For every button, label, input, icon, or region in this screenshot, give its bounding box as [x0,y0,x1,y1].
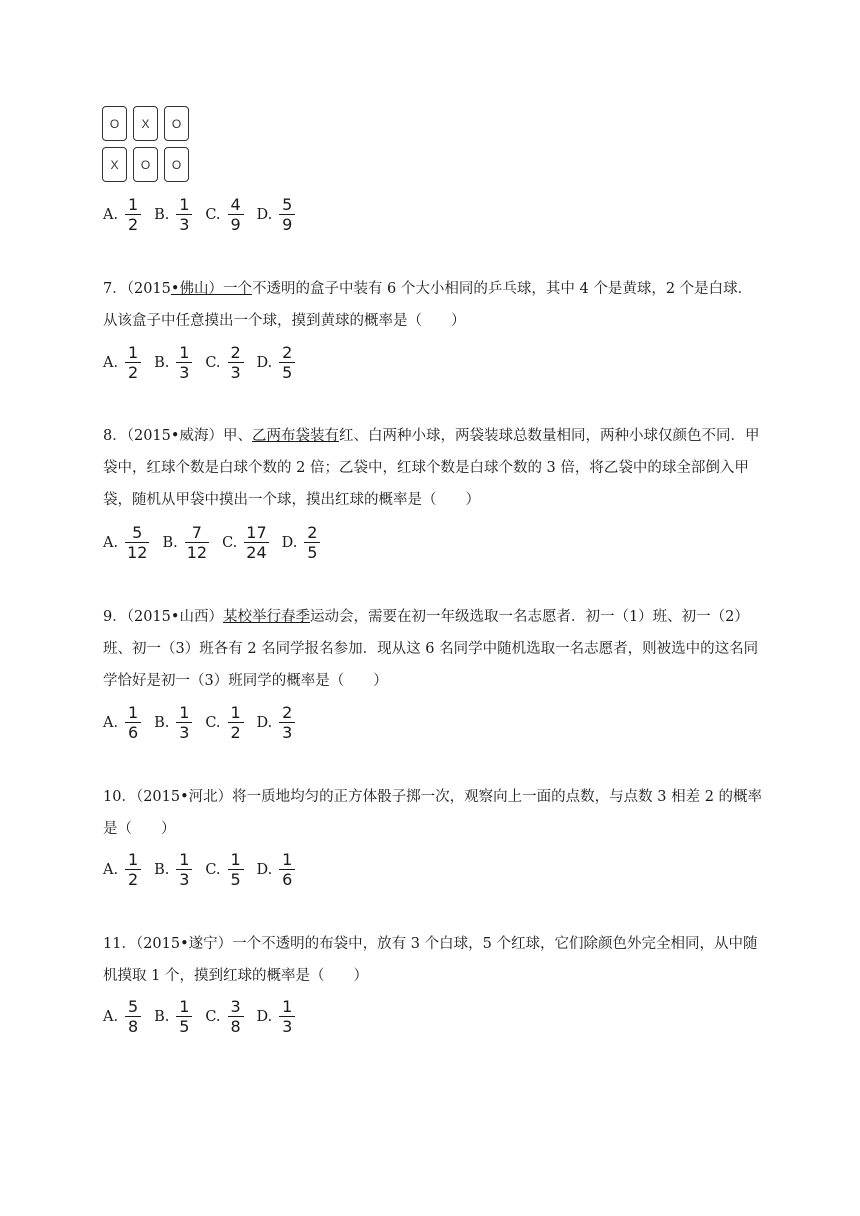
choice-a: A. $\frac{1}{2}$ [103,851,140,888]
card-tile: O [102,106,127,141]
q10-choices [103,851,308,888]
choice-d: D. $\frac{2}{3}$ [257,704,295,741]
q9-choices [103,704,308,741]
choice-d: D. $\frac{2}{5}$ [282,524,320,561]
choice-a: A. $\frac{5}{8}$ [103,998,140,1035]
tile-row-1 [102,106,189,141]
choice-b: B. $\frac{1}{5}$ [154,998,191,1035]
choice-c: C. $\frac{17}{24}$ [222,523,267,562]
choice-a: A. $\frac{1}{6}$ [103,704,140,741]
q6-choices [103,196,308,233]
question-9 [103,601,763,697]
tile-row-2 [102,147,189,182]
question-7 [103,273,763,337]
choice-b: B. $\frac{1}{3}$ [154,196,191,233]
choice-d: D. $\frac{2}{5}$ [257,344,295,381]
q7-choices [103,344,308,381]
question-7-text: 7．（2015•佛山）一个不透明的盒子中装有 6 个大小相同的乒乓球，其中 4 个是黄球，2 个是白球．从该盒子中任意摸出一个球，摸到黄球的概率是（ ） [103,281,753,329]
question-9-text: 9．（2015•山西）某校举行春季运动会，需要在初一年级选取一名志愿者．初一（1）班、初一（2）班、初一（3）班各有 2 名同学报名参加．现从这 6 名同学中随机选取一名志愿者，则被选中的这名同学恰好是初一（3）班同学的概率是（ ） [103,609,759,689]
card-tile: O [133,147,158,182]
question-10-text: 10．（2015•河北）将一质地均匀的正方体骰子掷一次，观察向上一面的点数，与点数 3 相差 2 的概率是（ ） [103,789,763,837]
card-tile: O [164,106,189,141]
choice-b: B. $\frac{1}{3}$ [154,704,191,741]
q8-choices [103,524,333,561]
choice-c: C. $\frac{1}{2}$ [205,704,242,741]
card-tile: X [102,147,127,182]
choice-c: C. $\frac{2}{3}$ [205,344,242,381]
q11-choices [103,998,308,1035]
choice-b: B. $\frac{7}{12}$ [162,523,208,562]
question-8-text: 8．（2015•威海）甲、乙两布袋装有红、白两种小球，两袋装球总数量相同，两种小球仅颜色不同．甲袋中，红球个数是白球个数的 2 倍；乙袋中，红球个数是白球个数的 3 倍，将乙袋中的球全部倒入甲袋，随机从甲袋中摸出一个球，摸出红球的概率是（ ） [103,428,760,508]
card-tile: O [164,147,189,182]
choice-a: A. $\frac{5}{12}$ [103,523,148,562]
choice-c: C. $\frac{3}{8}$ [205,998,242,1035]
card-tile: X [133,106,158,141]
question-10 [103,781,763,845]
choice-b: B. $\frac{1}{3}$ [154,851,191,888]
choice-a: A. $\frac{1}{2}$ [103,196,140,233]
choice-a: A. $\frac{1}{2}$ [103,344,140,381]
question-11-text: 11．（2015•遂宁）一个不透明的布袋中，放有 3 个白球，5 个红球，它们除颜色外完全相同，从中随机摸取 1 个，摸到红球的概率是（ ） [103,936,758,984]
choice-d: D. $\frac{5}{9}$ [257,196,295,233]
choice-c: C. $\frac{1}{5}$ [205,851,242,888]
choice-c: C. $\frac{4}{9}$ [205,196,242,233]
choice-b: B. $\frac{1}{3}$ [154,344,191,381]
choice-d: D. $\frac{1}{3}$ [257,998,295,1035]
card-tiles [102,106,189,188]
question-11 [103,928,763,992]
choice-d: D. $\frac{1}{6}$ [257,851,295,888]
question-8 [103,420,763,516]
